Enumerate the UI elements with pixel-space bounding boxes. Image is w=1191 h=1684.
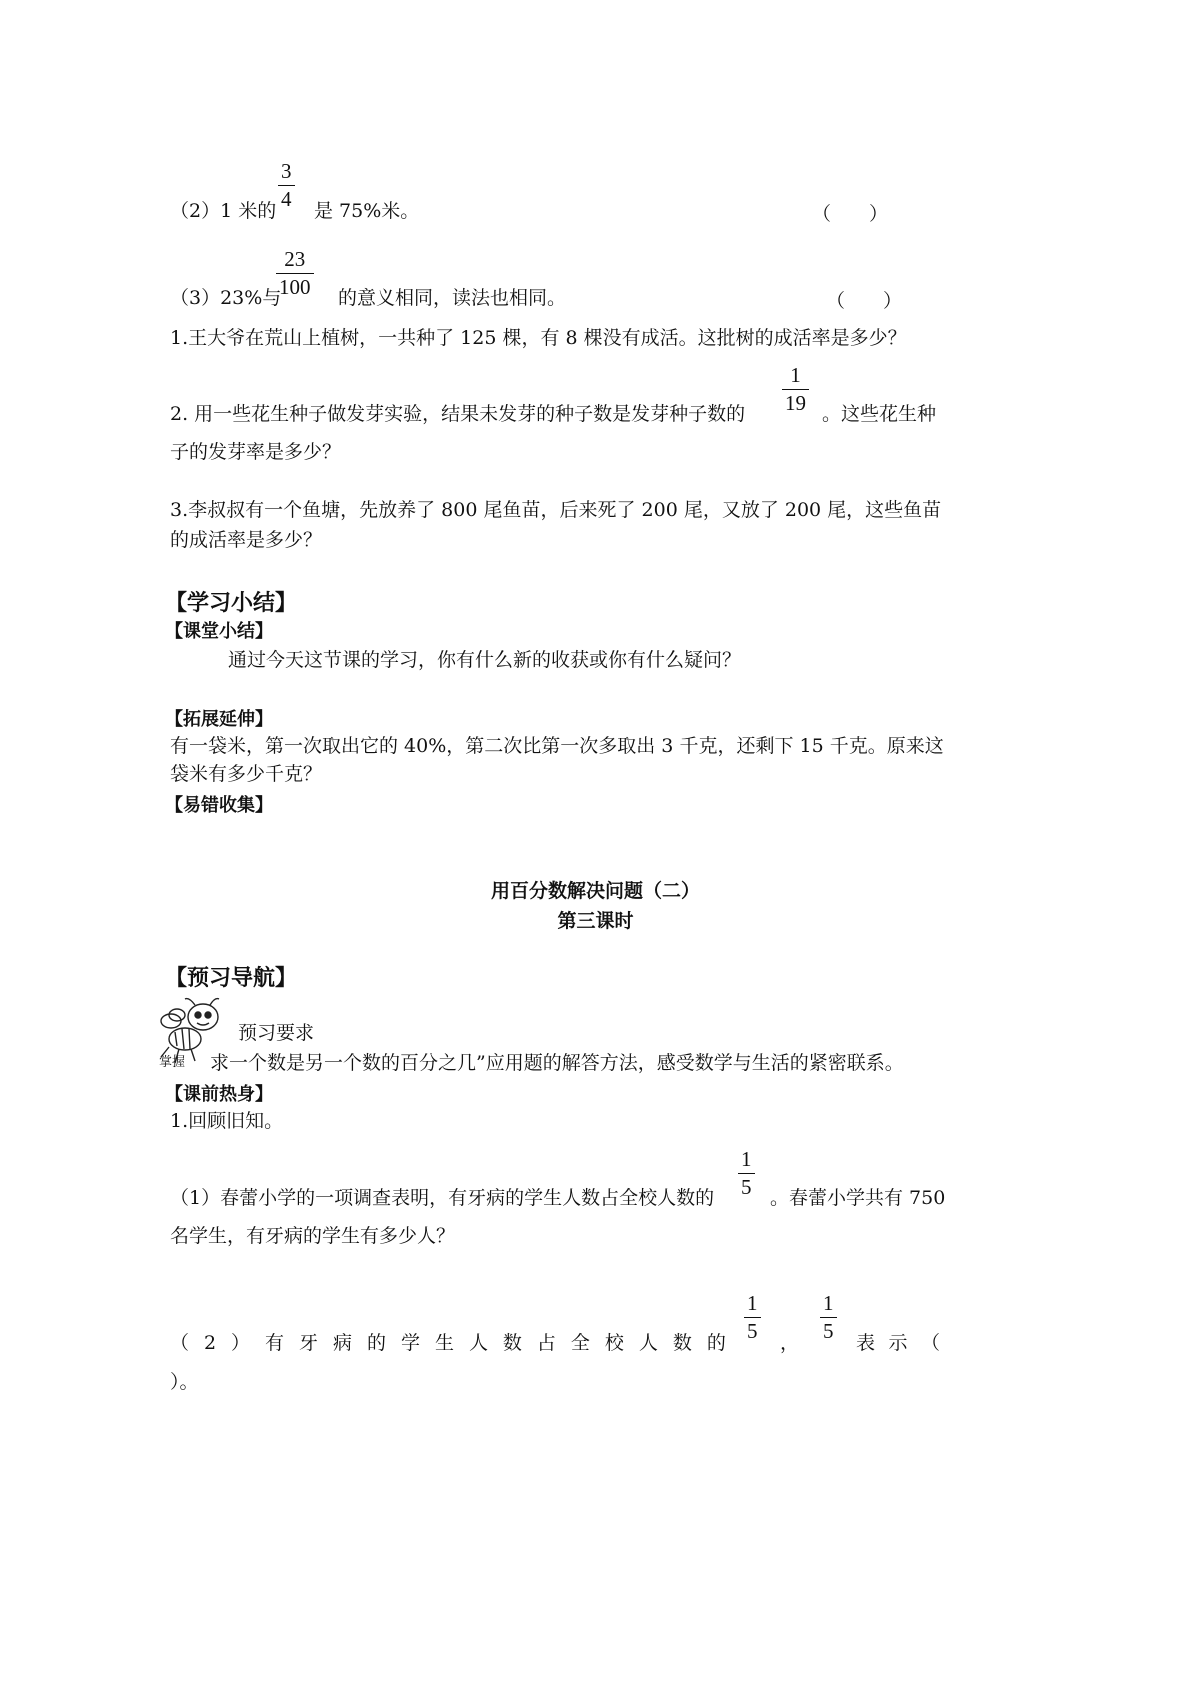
fraction-numerator: 3 xyxy=(281,159,292,183)
review-q2-comma: ， xyxy=(780,1332,800,1354)
lesson-subtitle: 第三课时 xyxy=(557,910,634,932)
char: 牙 xyxy=(299,1332,319,1354)
fraction-denominator: 5 xyxy=(744,1317,761,1343)
char: 表 xyxy=(856,1332,876,1354)
judge-q2-fraction xyxy=(278,160,295,211)
problem-2-text-pre: 2. 用一些花生种子做发芽实验，结果未发芽的种子数是发芽种子数的 xyxy=(170,403,746,425)
char: 数 xyxy=(502,1332,522,1354)
section-heading-warmup: 【课前热身】 xyxy=(165,1084,273,1105)
fraction-numerator: 1 xyxy=(823,1291,834,1315)
char: （ xyxy=(920,1332,940,1354)
review-q1-line-2: 名学生，有牙病的学生有多少人？ xyxy=(170,1225,456,1247)
review-q2-line-2: ）。 xyxy=(170,1371,199,1393)
section-heading-preview: 【预习导航】 xyxy=(165,966,298,991)
review-q2-text xyxy=(170,1331,726,1355)
char: 学 xyxy=(400,1332,420,1354)
extension-line-1: 有一袋米，第一次取出它的 40%，第二次比第一次多取出 3 千克，还剩下 15 千克。原来这 xyxy=(170,735,944,757)
char: （ xyxy=(170,1332,190,1354)
judge-q2-text-post: 是 75%米。 xyxy=(314,200,420,222)
review-q1-text-post: 。春蕾小学共有 750 xyxy=(770,1187,946,1209)
fraction-denominator: 5 xyxy=(820,1317,837,1343)
judge-q2-text-pre: （2）1 米的 xyxy=(170,200,277,222)
section-heading-summary: 【学习小结】 xyxy=(165,591,298,616)
section-heading-class-summary: 【课堂小结】 xyxy=(165,621,273,642)
review-q2-fraction-1 xyxy=(744,1292,761,1343)
review-q1-fraction xyxy=(738,1148,755,1199)
char: 示 xyxy=(888,1332,908,1354)
judge-q3-answer-paren[interactable]: （ ） xyxy=(826,290,903,312)
problem-2-fraction xyxy=(782,364,809,415)
fraction-denominator: 5 xyxy=(738,1173,755,1199)
judge-q2-answer-paren[interactable]: （ ） xyxy=(812,203,889,225)
problem-3-line-1: 3.李叔叔有一个鱼塘，先放养了 800 尾鱼苗，后来死了 200 尾，又放了 200 尾，这些鱼苗 xyxy=(170,499,942,521)
char: 2 xyxy=(203,1332,217,1354)
preview-requirement-text: 求一个数是另一个数的百分之几”应用题的解答方法，感受数学与生活的紧密联系。 xyxy=(210,1052,904,1074)
section-heading-extension: 【拓展延伸】 xyxy=(165,709,273,730)
char: 数 xyxy=(672,1332,692,1354)
fraction-denominator: 4 xyxy=(278,185,295,211)
fraction-numerator: 1 xyxy=(741,1147,752,1171)
preview-requirement-prefix: 掌握 xyxy=(159,1055,186,1070)
char: 人 xyxy=(638,1332,658,1354)
fraction-numerator: 23 xyxy=(284,247,306,271)
preview-requirement-label: 预习要求 xyxy=(238,1022,315,1044)
judge-q3-text-post: 的意义相同，读法也相同。 xyxy=(338,287,567,309)
char: 病 xyxy=(333,1332,353,1354)
char: 生 xyxy=(434,1332,454,1354)
review-q2-tail xyxy=(856,1331,940,1355)
char: 的 xyxy=(366,1332,386,1354)
fraction-numerator: 1 xyxy=(747,1291,758,1315)
char: 人 xyxy=(468,1332,488,1354)
judge-q3-text-pre: （3）23%与 xyxy=(170,287,282,309)
review-q2-fraction-2 xyxy=(820,1292,837,1343)
problem-2-text-post: 。这些花生种 xyxy=(822,403,937,425)
review-q1-text-pre: （1）春蕾小学的一项调查表明，有牙病的学生人数占全校人数的 xyxy=(170,1187,715,1209)
fraction-numerator: 1 xyxy=(790,363,801,387)
lesson-title: 用百分数解决问题（二） xyxy=(490,880,700,902)
char: 全 xyxy=(570,1332,590,1354)
fraction-denominator: 19 xyxy=(782,389,809,415)
char: 有 xyxy=(265,1332,285,1354)
judge-q3-fraction xyxy=(276,248,314,299)
char: 校 xyxy=(604,1332,624,1354)
fraction-denominator: 100 xyxy=(276,273,314,299)
class-summary-text: 通过今天这节课的学习，你有什么新的收获或你有什么疑问？ xyxy=(228,649,742,671)
char: 的 xyxy=(706,1332,726,1354)
problem-2-line-2: 子的发芽率是多少？ xyxy=(170,441,342,463)
char: ） xyxy=(231,1332,251,1354)
problem-1: 1.王大爷在荒山上植树，一共种了 125 棵，有 8 棵没有成活。这批树的成活率是多少？ xyxy=(170,327,907,349)
extension-line-2: 袋米有多少千克？ xyxy=(170,763,323,785)
section-heading-mistakes: 【易错收集】 xyxy=(165,795,273,816)
char: 占 xyxy=(536,1332,556,1354)
problem-3-line-2: 的成活率是多少？ xyxy=(170,529,323,551)
review-label: 1.回顾旧知。 xyxy=(170,1110,284,1132)
